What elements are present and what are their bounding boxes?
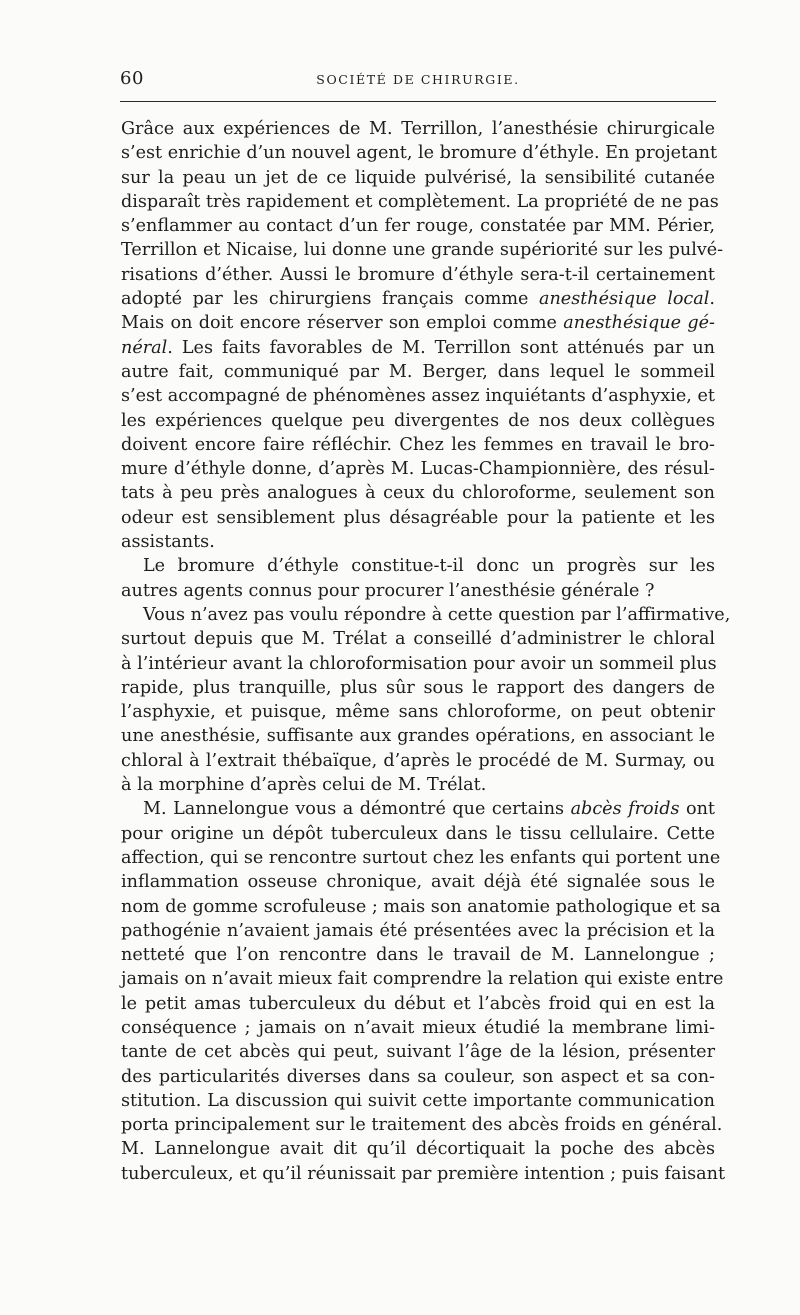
text-line: rapide, plus tranquille, plus sûr sous le rapport des dangers de <box>121 677 715 698</box>
text-line: nom de gomme scrofuleuse ; mais son anatomie pathologique et sa <box>121 896 721 917</box>
text-line: assistants. <box>121 532 215 553</box>
text-line: conséquence ; jamais on n’avait mieux étudié la membrane limi- <box>121 1017 715 1038</box>
text-line: doivent encore faire réfléchir. Chez les femmes en travail le bro- <box>121 434 715 455</box>
text-line: disparaît très rapidement et complètement. La propriété de ne pas <box>121 191 719 212</box>
text-line: une anesthésie, suffisante aux grandes opérations, en associant le <box>121 726 715 747</box>
text-line: jamais on n’avait mieux fait comprendre la relation qui existe entre <box>121 969 724 990</box>
text-line: mure d’éthyle donne, d’après M. Lucas-Championnière, des résul- <box>121 459 715 480</box>
text-line: à l’intérieur avant la chloroformisation pour avoir un sommeil plus <box>121 653 717 674</box>
text-line: Vous n’avez pas voulu répondre à cette question par l’affirmative, <box>143 604 731 625</box>
italic-term: anesthésique local <box>538 289 710 310</box>
text-line: autres agents connus pour procurer l’anesthésie générale ? <box>121 580 655 601</box>
text-line: Mais on doit encore réserver son emploi comme anesthésique gé- <box>121 313 716 334</box>
text-line: netteté que l’on rencontre dans le travail de M. Lannelongue ; <box>121 945 715 966</box>
text-line: surtout depuis que M. Trélat a conseillé d’administrer le chloral <box>121 629 715 650</box>
text-line: à la morphine d’après celui de M. Trélat. <box>121 775 487 796</box>
text-line: adopté par les chirurgiens français comme anesthésique local. <box>121 289 715 310</box>
text-line: odeur est sensiblement plus désagréable pour la patiente et les <box>121 507 715 528</box>
running-head: SOCIÉTÉ DE CHIRURGIE. <box>316 72 520 87</box>
text-line: s’enflammer au contact d’un fer rouge, constatée par MM. Périer, <box>121 216 715 237</box>
text-line: Le bromure d’éthyle constitue-t-il donc un progrès sur les <box>143 556 715 577</box>
text-line: M. Lannelongue vous a démontré que certains abcès froids ont <box>143 799 716 820</box>
text-line: pour origine un dépôt tuberculeux dans le tissu cellulaire. Cette <box>121 823 715 844</box>
text-line: tats à peu près analogues à ceux du chloroforme, seulement son <box>121 483 715 504</box>
text-line: néral. Les faits favorables de M. Terrillon sont atténués par un <box>121 337 715 358</box>
text-line: sur la peau un jet de ce liquide pulvérisé, la sensibilité cutanée <box>121 167 715 188</box>
text-line: chloral à l’extrait thébaïque, d’après le procédé de M. Surmay, ou <box>121 750 715 771</box>
text-line: pathogénie n’avaient jamais été présentées avec la précision et la <box>121 920 715 941</box>
text-line: s’est accompagné de phénomènes assez inquiétants d’asphyxie, et <box>121 386 715 407</box>
text-line: M. Lannelongue avait dit qu’il décortiquait la poche des abcès <box>121 1139 715 1160</box>
text-line: risations d’éther. Aussi le bromure d’éthyle sera-t-il certainement <box>121 264 715 285</box>
text-line: l’asphyxie, et puisque, même sans chloroforme, on peut obtenir <box>121 702 715 723</box>
text-line: Grâce aux expériences de M. Terrillon, l’anesthésie chirurgicale <box>121 119 715 139</box>
text-line: affection, qui se rencontre surtout chez les enfants qui portent une <box>121 847 721 868</box>
italic-term: abcès froids <box>570 799 680 820</box>
text-line: tuberculeux, et qu’il réunissait par première intention ; puis faisant <box>121 1163 726 1184</box>
body-text <box>121 117 731 1186</box>
text-line: des particularités diverses dans sa couleur, son aspect et sa con- <box>121 1066 715 1087</box>
text-line: porta principalement sur le traitement des abcès froids en général. <box>121 1115 723 1136</box>
page-header <box>120 64 716 92</box>
header-rule <box>120 101 716 102</box>
text-line: autre fait, communiqué par M. Berger, dans lequel le sommeil <box>121 361 715 382</box>
text-line: le petit amas tuberculeux du début et l’abcès froid qui en est la <box>121 993 715 1014</box>
text-line: inflammation osseuse chronique, avait déjà été signalée sous le <box>121 872 715 893</box>
page-number: 60 <box>120 68 144 89</box>
text-line: tante de cet abcès qui peut, suivant l’âge de la lésion, présenter <box>121 1042 715 1063</box>
text-line: s’est enrichie d’un nouvel agent, le bromure d’éthyle. En projetant <box>121 143 718 164</box>
italic-term: néral <box>121 337 168 358</box>
text-line: Terrillon et Nicaise, lui donne une grande supériorité sur les pulvé- <box>121 240 724 261</box>
italic-term: anesthésique gé- <box>563 313 716 334</box>
text-line: stitution. La discussion qui suivit cette importante communication <box>121 1090 715 1111</box>
text-line: les expériences quelque peu divergentes de nos deux collègues <box>121 410 715 431</box>
